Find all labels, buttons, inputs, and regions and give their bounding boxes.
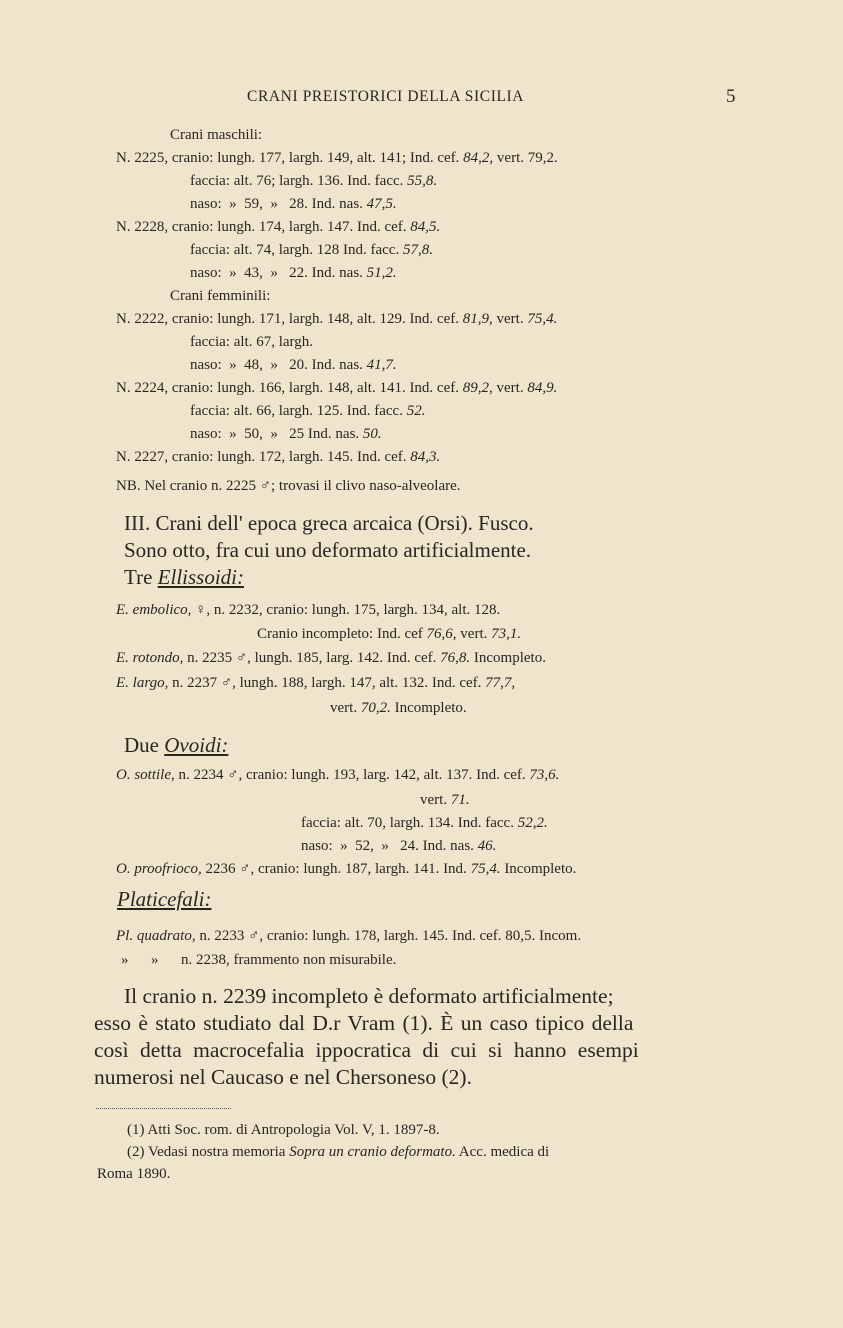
male-symbol-icon: ♂ [259, 478, 271, 494]
male-symbol-icon: ♂ [220, 675, 233, 691]
entry-line: faccia: alt. 67, largh. [190, 334, 314, 350]
entry-line: naso: » 50, » 25 Ind. nas. 50. [190, 426, 382, 442]
entry-line: naso: » 43, » 22. Ind. nas. 51,2. [190, 265, 397, 281]
footnote: (1) Atti Soc. rom. di Antropologia Vol. V, 1. 1897-8. [127, 1122, 440, 1138]
entry-line: N. 2225, cranio: lungh. 177, largh. 149, alt. 141; Ind. cef. 84,2, vert. 79,2. [116, 150, 558, 166]
entry-line: faccia: alt. 76; largh. 136. Ind. facc. 55,8. [190, 173, 438, 189]
entry-line: E. embolico, ♀, n. 2232, cranio: lungh. 175, largh. 134, alt. 128. [116, 602, 501, 618]
page-number: 5 [726, 86, 736, 107]
male-symbol-icon: ♂ [239, 861, 251, 877]
female-symbol-icon: ♀ [195, 602, 207, 618]
entry-line: E. rotondo, n. 2235 ♂, lungh. 185, larg. 142. Ind. cef. 76,8. Incompleto. [116, 650, 546, 666]
male-symbol-icon: ♂ [248, 928, 260, 944]
entry-line: faccia: alt. 70, largh. 134. Ind. facc. 52,2. [301, 815, 548, 831]
section-line: Sono otto, fra cui uno deformato artificialmente. [124, 538, 532, 562]
entry-line: O. sottile, n. 2234 ♂, cranio: lungh. 193, larg. 142, alt. 137. Ind. cef. 73,6. [116, 767, 560, 783]
male-symbol-icon: ♂ [227, 767, 239, 783]
entry-line: Pl. quadrato, n. 2233 ♂, cranio: lungh. 178, largh. 145. Ind. cef. 80,5. Incom. [116, 928, 582, 944]
footnote: (2) Vedasi nostra memoria Sopra un cranio deformato. Acc. medica di [127, 1144, 550, 1160]
subheading-female: Crani femminili: [170, 288, 271, 304]
body-line: esso è stato studiato dal D.r Vram (1). È un caso tipico della [94, 1011, 634, 1035]
entry-line: naso: » 52, » 24. Ind. nas. 46. [301, 838, 497, 854]
entry-line: E. largo, n. 2237 ♂, lungh. 188, largh. 147, alt. 132. Ind. cef. 77,7, [116, 675, 516, 691]
entry-line: faccia: alt. 66, largh. 125. Ind. facc. 52. [190, 403, 426, 419]
body-line: numerosi nel Caucaso e nel Chersoneso (2). [94, 1065, 472, 1089]
body-line: così detta macrocefalia ippocratica di cui si hanno esempi [94, 1038, 639, 1062]
entry-line: O. proofrioco, 2236 ♂, cranio: lungh. 187, largh. 141. Ind. 75,4. Incompleto. [116, 861, 577, 877]
entry-line: vert. 71. [420, 792, 470, 808]
entry-line: N. 2228, cranio: lungh. 174, largh. 147. Ind. cef. 84,5. [116, 219, 441, 235]
footnote-rule [96, 1108, 231, 1109]
entry-line: naso: » 59, » 28. Ind. nas. 47,5. [190, 196, 397, 212]
entry-line: N. 2222, cranio: lungh. 171, largh. 148, alt. 129. Ind. cef. 81,9, vert. 75,4. [116, 311, 558, 327]
footnote: Roma 1890. [97, 1166, 171, 1182]
entry-line: N. 2227, cranio: lungh. 172, largh. 145. Ind. cef. 84,3. [116, 449, 441, 465]
entry-line: naso: » 48, » 20. Ind. nas. 41,7. [190, 357, 397, 373]
entry-line: faccia: alt. 74, largh. 128 Ind. facc. 57,8. [190, 242, 433, 258]
entry-line: vert. 70,2. Incompleto. [330, 700, 467, 716]
entry-line: N. 2224, cranio: lungh. 166, largh. 148, alt. 141. Ind. cef. 89,2, vert. 84,9. [116, 380, 558, 396]
entry-line: Cranio incompleto: Ind. cef 76,6, vert. 73,1. [257, 626, 522, 642]
section-line: Tre Ellissoidi: [124, 565, 244, 589]
section-heading: III. Crani dell' epoca greca arcaica (Orsi). Fusco. [124, 511, 534, 535]
section-line: Due Ovoidi: [124, 733, 229, 757]
nota-bene: NB. Nel cranio n. 2225 ♂; trovasi il clivo naso-alveolare. [116, 478, 461, 494]
subheading-male: Crani maschili: [170, 127, 263, 143]
section-line: Platicefali: [117, 887, 212, 911]
body-line: Il cranio n. 2239 incompleto è deformato artificialmente; [124, 984, 614, 1008]
male-symbol-icon: ♂ [235, 650, 248, 666]
entry-line: » » n. 2238, frammento non misurabile. [121, 952, 397, 968]
running-header: CRANI PREISTORICI DELLA SICILIA [247, 88, 525, 105]
